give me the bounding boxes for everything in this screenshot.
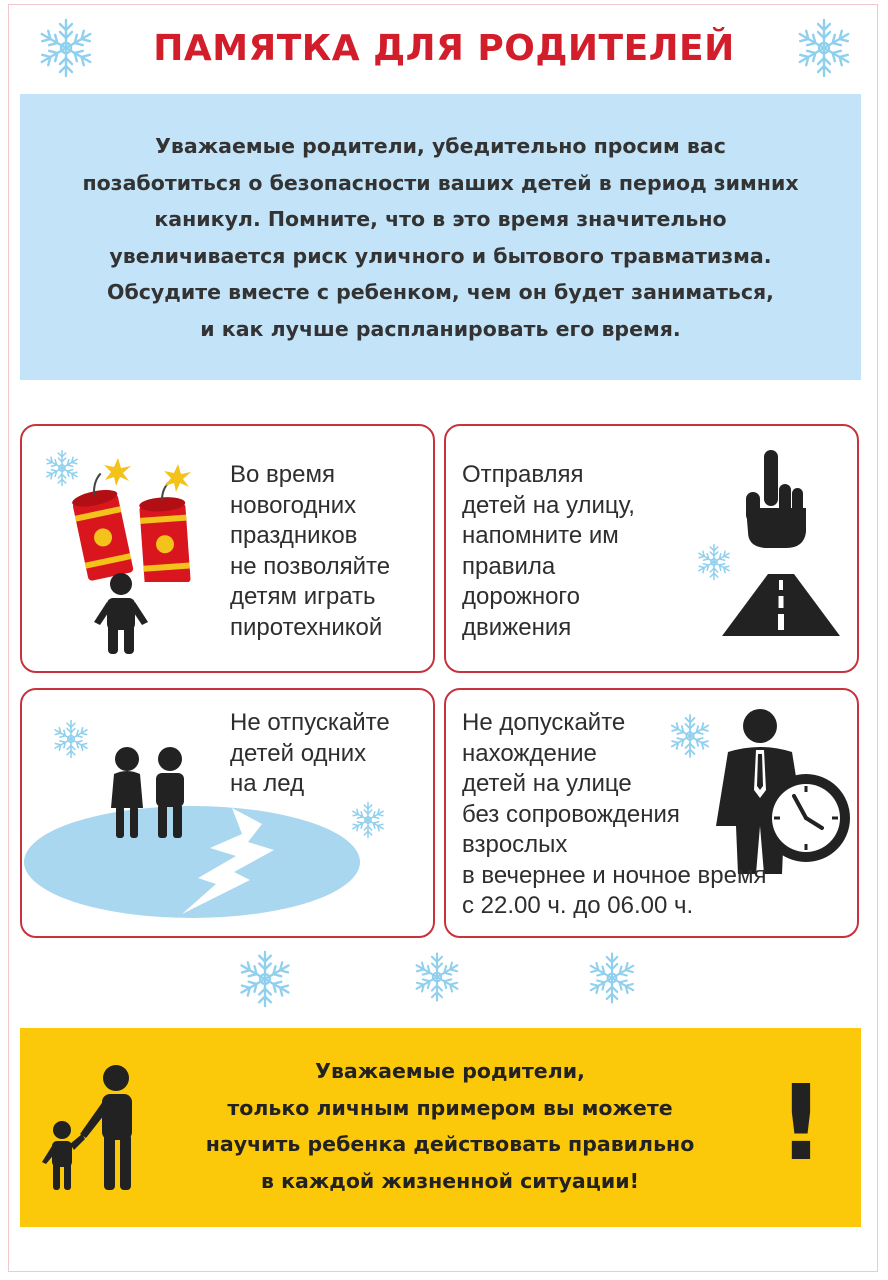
card-text: Во время новогодних праздников не позволяйте детям играть пиротехникой (230, 461, 391, 641)
card-traffic-rules (444, 424, 859, 673)
ice-crack-icon (22, 802, 367, 920)
snowflake-icon (410, 950, 464, 1004)
bottom-line: научить ребенка действовать правильно (205, 1132, 695, 1156)
intro-line: позаботиться о безопасности ваших детей в период зимних (82, 170, 799, 195)
exclamation-icon: ! (777, 1062, 825, 1184)
snowflake-icon (50, 718, 92, 760)
card-text: Не допускайте нахождение детей на улице без сопровождения взрослых в вечернее и ночное время с 22.00 ч. до 06.00 ч. (462, 709, 767, 919)
clock-icon (760, 772, 852, 864)
child-icon (92, 572, 150, 656)
bottom-line: Уважаемые родители, (315, 1059, 585, 1083)
bottom-message (150, 1053, 750, 1199)
bottom-line: только личным примером вы можете (227, 1095, 673, 1120)
adult-child-icon (40, 1064, 140, 1194)
bottom-line: в каждой жизненной ситуации! (261, 1168, 639, 1193)
children-icon (108, 746, 190, 842)
intro-line: Уважаемые родители, убедительно просим вас (155, 134, 726, 158)
card-ice (20, 688, 435, 938)
snowflake-icon (584, 950, 640, 1006)
card-text: Отправляя детей на улицу, напомните им правила дорожного движения (462, 461, 635, 641)
intro-line: каникул. Помните, что в это время значительно (154, 207, 727, 231)
snowflake-icon (234, 948, 296, 1010)
bottom-box (20, 1028, 861, 1227)
intro-box (20, 94, 861, 380)
intro-line: Обсудите вместе с ребенком, чем он будет заниматься, (107, 280, 774, 304)
card-curfew (444, 688, 859, 938)
road-icon (722, 574, 840, 636)
intro-line: и как лучше распланировать его время. (200, 316, 681, 341)
card-pyrotechnics (20, 424, 435, 673)
card-text: Не отпускайте детей одних на лед (230, 709, 390, 797)
intro-line: увеличивается риск уличного и бытового травматизма. (109, 243, 772, 268)
page-title: ПАМЯТКА ДЛЯ РОДИТЕЛЕЙ (153, 28, 735, 69)
pointing-hand-icon (742, 448, 812, 552)
firecracker-icon (70, 452, 210, 582)
